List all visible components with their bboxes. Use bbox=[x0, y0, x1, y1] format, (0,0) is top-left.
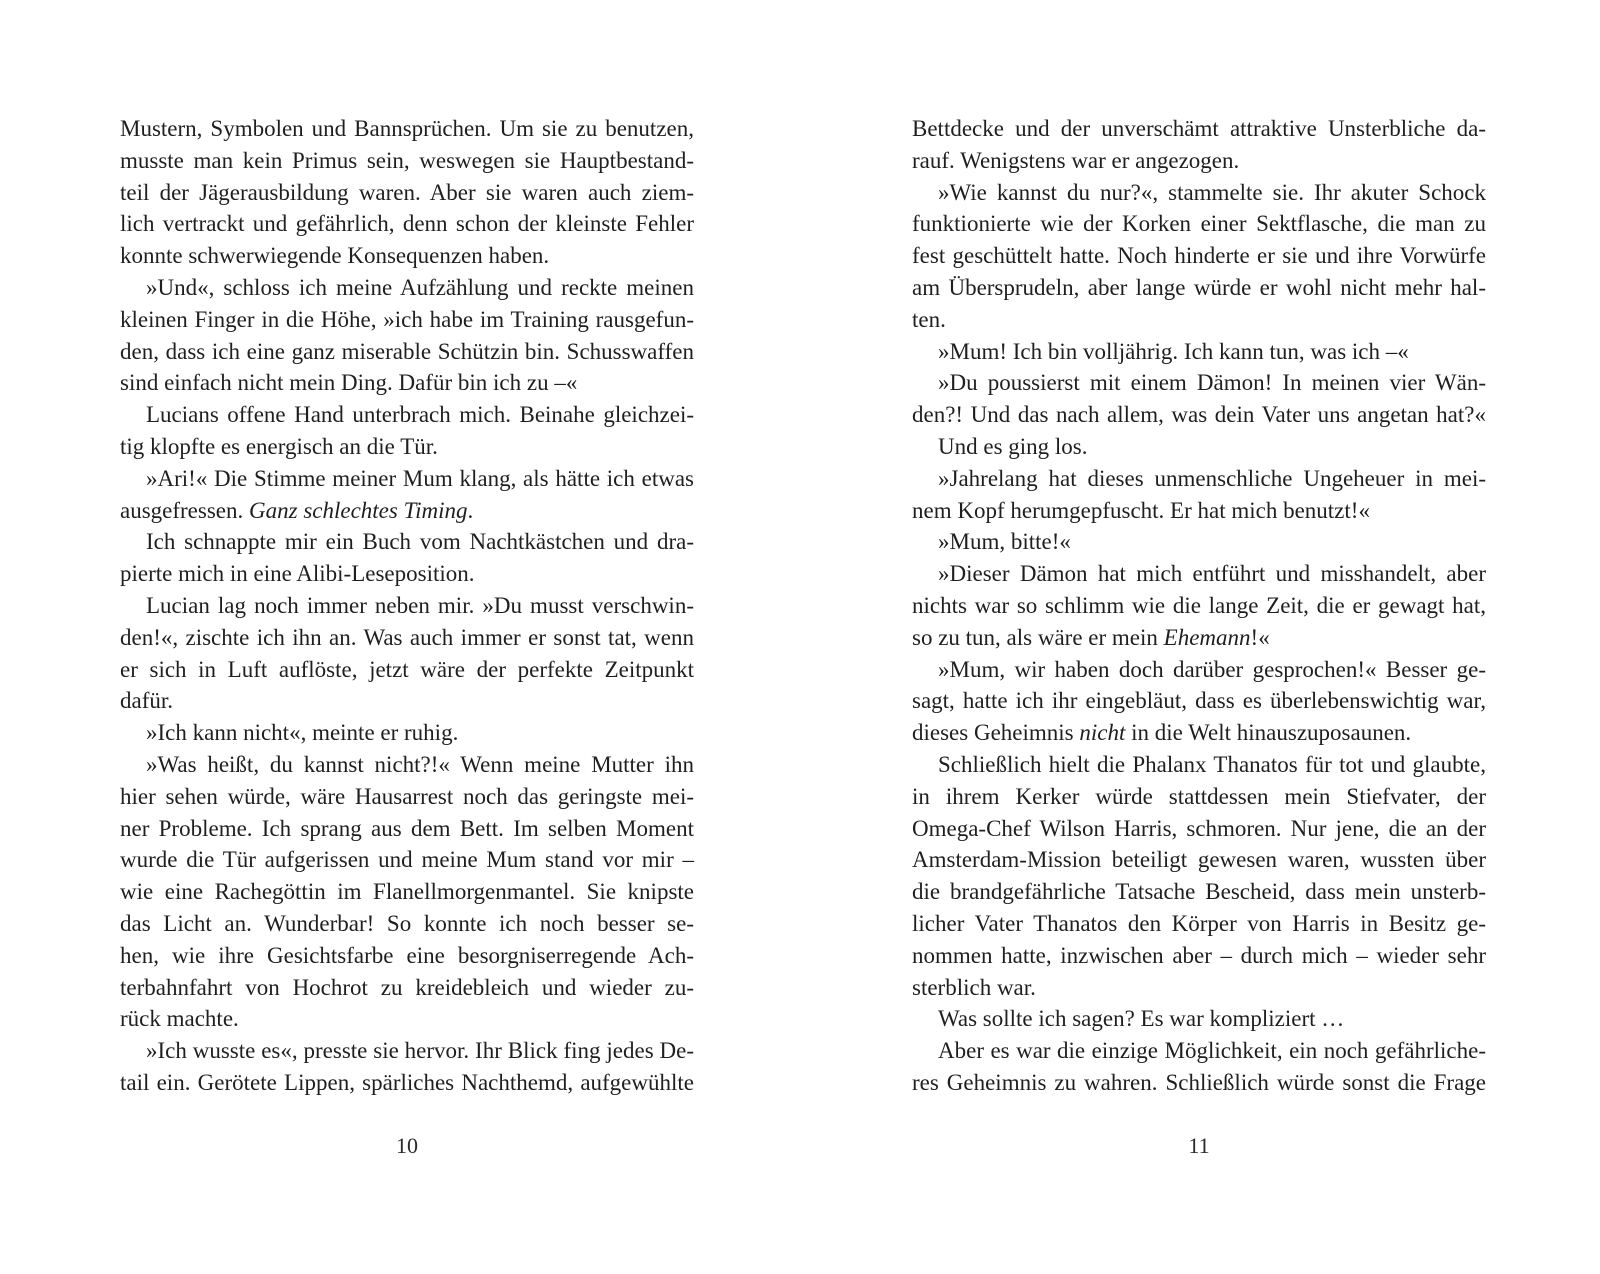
text-line: Schließlich hielt die Phalanx Thanatos für tot und glaubte, bbox=[938, 752, 1486, 777]
text-line: funktionierte wie der Korken einer Sektflasche, die man zu bbox=[912, 211, 1486, 237]
text-line: sagt, hatte ich ihr eingebläut, dass es überlebenswichtig war, bbox=[912, 688, 1486, 714]
text-line: wurde die Tür aufgerissen und meine Mum stand vor mir – bbox=[120, 847, 694, 873]
text-line: »Und«, schloss ich meine Aufzählung und reckte meinen bbox=[146, 275, 694, 300]
text-line: das Licht an. Wunderbar! So konnte ich noch besser se- bbox=[120, 911, 694, 936]
text-line: Amsterdam-Mission beteiligt gewesen waren, wussten über bbox=[912, 847, 1486, 873]
text-line: pierte mich in eine Alibi-Leseposition. bbox=[120, 561, 475, 587]
text-line: Omega-Chef Wilson Harris, schmoren. Nur jene, die an der bbox=[912, 815, 1486, 841]
text-line: konnte schwerwiegende Konsequenzen haben. bbox=[120, 243, 550, 269]
text-line: den?! Und das nach allem, was dein Vater uns angetan hat?« bbox=[912, 402, 1486, 428]
text-line: rück machte. bbox=[120, 1006, 239, 1032]
right-page-number: 11 bbox=[1188, 1133, 1210, 1158]
text-line: Lucian lag noch immer neben mir. »Du musst verschwin- bbox=[146, 593, 694, 618]
text-line: so zu tun, als wäre er mein Ehemann!« bbox=[912, 624, 1270, 650]
text-line: nichts war so schlimm wie die lange Zeit, die er gewagt hat, bbox=[912, 593, 1486, 618]
text-line: »Mum, wir haben doch darüber gesprochen!« Besser ge- bbox=[938, 656, 1486, 682]
left-page bbox=[120, 113, 694, 1127]
right-page-text bbox=[912, 113, 1486, 1127]
text-line: die brandgefährliche Tatsache Bescheid, dass mein unsterb- bbox=[912, 879, 1486, 905]
text-line: Und es ging los. bbox=[938, 434, 1088, 459]
text-line: »Ich wusste es«, presste sie hervor. Ihr Blick fing jedes De- bbox=[146, 1038, 694, 1064]
text-line: »Mum, bitte!« bbox=[938, 529, 1071, 555]
text-line: ner Probleme. Ich sprang aus dem Bett. Im selben Moment bbox=[120, 815, 694, 841]
text-line: hier sehen würde, wäre Hausarrest noch das geringste mei- bbox=[120, 783, 694, 809]
left-page-text bbox=[120, 113, 694, 1127]
text-line: »Was heißt, du kannst nicht?!« Wenn meine Mutter ihn bbox=[146, 752, 694, 777]
left-page-number: 10 bbox=[396, 1133, 418, 1158]
text-line: »Ari!« Die Stimme meiner Mum klang, als hätte ich etwas bbox=[146, 465, 694, 491]
text-line: fest geschüttelt hatte. Noch hinderte er sie und ihre Vorwürfe bbox=[912, 243, 1486, 269]
text-line: ten. bbox=[912, 306, 946, 332]
text-line: sind einfach nicht mein Ding. Dafür bin ich zu –« bbox=[120, 370, 578, 396]
text-line: »Mum! Ich bin volljährig. Ich kann tun, was ich –« bbox=[938, 338, 1409, 364]
text-line: ausgefressen. Ganz schlechtes Timing. bbox=[120, 497, 474, 523]
text-line: dafür. bbox=[120, 688, 174, 714]
text-line: lich vertrackt und gefährlich, denn schon der kleinste Fehler bbox=[120, 211, 694, 237]
text-line: »Ich kann nicht«, meinte er ruhig. bbox=[146, 720, 459, 746]
text-line: nommen hatte, inzwischen aber – durch mich – wieder sehr bbox=[912, 942, 1486, 968]
text-line: hen, wie ihre Gesichtsfarbe eine besorgniserregende Ach- bbox=[120, 942, 694, 968]
text-line: tail ein. Gerötete Lippen, spärliches Nachthemd, aufgewühlte bbox=[120, 1070, 694, 1095]
text-line: Ich schnappte mir ein Buch vom Nachtkästchen und dra- bbox=[146, 529, 694, 555]
text-line: am Übersprudeln, aber lange würde er wohl nicht mehr hal- bbox=[912, 275, 1486, 300]
text-line: terbahnfahrt von Hochrot zu kreidebleich und wieder zu- bbox=[120, 974, 694, 1000]
text-line: er sich in Luft auflöste, jetzt wäre der perfekte Zeitpunkt bbox=[120, 656, 694, 682]
text-line: »Wie kannst du nur?«, stammelte sie. Ihr akuter Schock bbox=[938, 179, 1486, 205]
text-line: »Du poussierst mit einem Dämon! In meinen vier Wän- bbox=[938, 370, 1486, 396]
text-line: sterblich war. bbox=[912, 974, 1036, 1000]
right-page bbox=[912, 113, 1486, 1127]
text-line: den!«, zischte ich ihn an. Was auch immer er sonst tat, wenn bbox=[120, 624, 694, 650]
text-line: rauf. Wenigstens war er angezogen. bbox=[912, 147, 1240, 173]
text-line: res Geheimnis zu wahren. Schließlich würde sonst die Frage bbox=[912, 1070, 1486, 1095]
text-line: Bettdecke und der unverschämt attraktive Unsterbliche da- bbox=[912, 116, 1486, 141]
text-line: in ihrem Kerker würde stattdessen mein Stiefvater, der bbox=[912, 783, 1486, 809]
text-line: Lucians offene Hand unterbrach mich. Beinahe gleichzei- bbox=[146, 402, 694, 428]
text-line: nem Kopf herumgepfuscht. Er hat mich benutzt!« bbox=[912, 497, 1370, 523]
text-line: kleinen Finger in die Höhe, »ich habe im Training rausgefun- bbox=[120, 306, 694, 332]
text-line: Mustern, Symbolen und Bannsprüchen. Um sie zu benutzen, bbox=[120, 116, 694, 141]
text-line: dieses Geheimnis nicht in die Welt hinauszuposaunen. bbox=[912, 720, 1412, 746]
text-line: Aber es war die einzige Möglichkeit, ein noch gefährliche- bbox=[938, 1038, 1486, 1064]
text-line: teil der Jägerausbildung waren. Aber sie waren auch ziem- bbox=[120, 179, 694, 205]
text-line: wie eine Rachegöttin im Flanellmorgenmantel. Sie knipste bbox=[120, 879, 694, 905]
text-line: Was sollte ich sagen? Es war kompliziert … bbox=[938, 1006, 1345, 1032]
text-line: »Jahrelang hat dieses unmenschliche Ungeheuer in mei- bbox=[938, 465, 1486, 491]
text-line: licher Vater Thanatos den Körper von Harris in Besitz ge- bbox=[912, 911, 1486, 936]
text-line: »Dieser Dämon hat mich entführt und misshandelt, aber bbox=[938, 561, 1486, 587]
text-line: den, dass ich eine ganz miserable Schützin bin. Schusswaffen bbox=[120, 338, 694, 364]
text-line: musste man kein Primus sein, weswegen sie Hauptbestand- bbox=[120, 147, 694, 173]
text-line: tig klopfte es energisch an die Tür. bbox=[120, 434, 438, 459]
